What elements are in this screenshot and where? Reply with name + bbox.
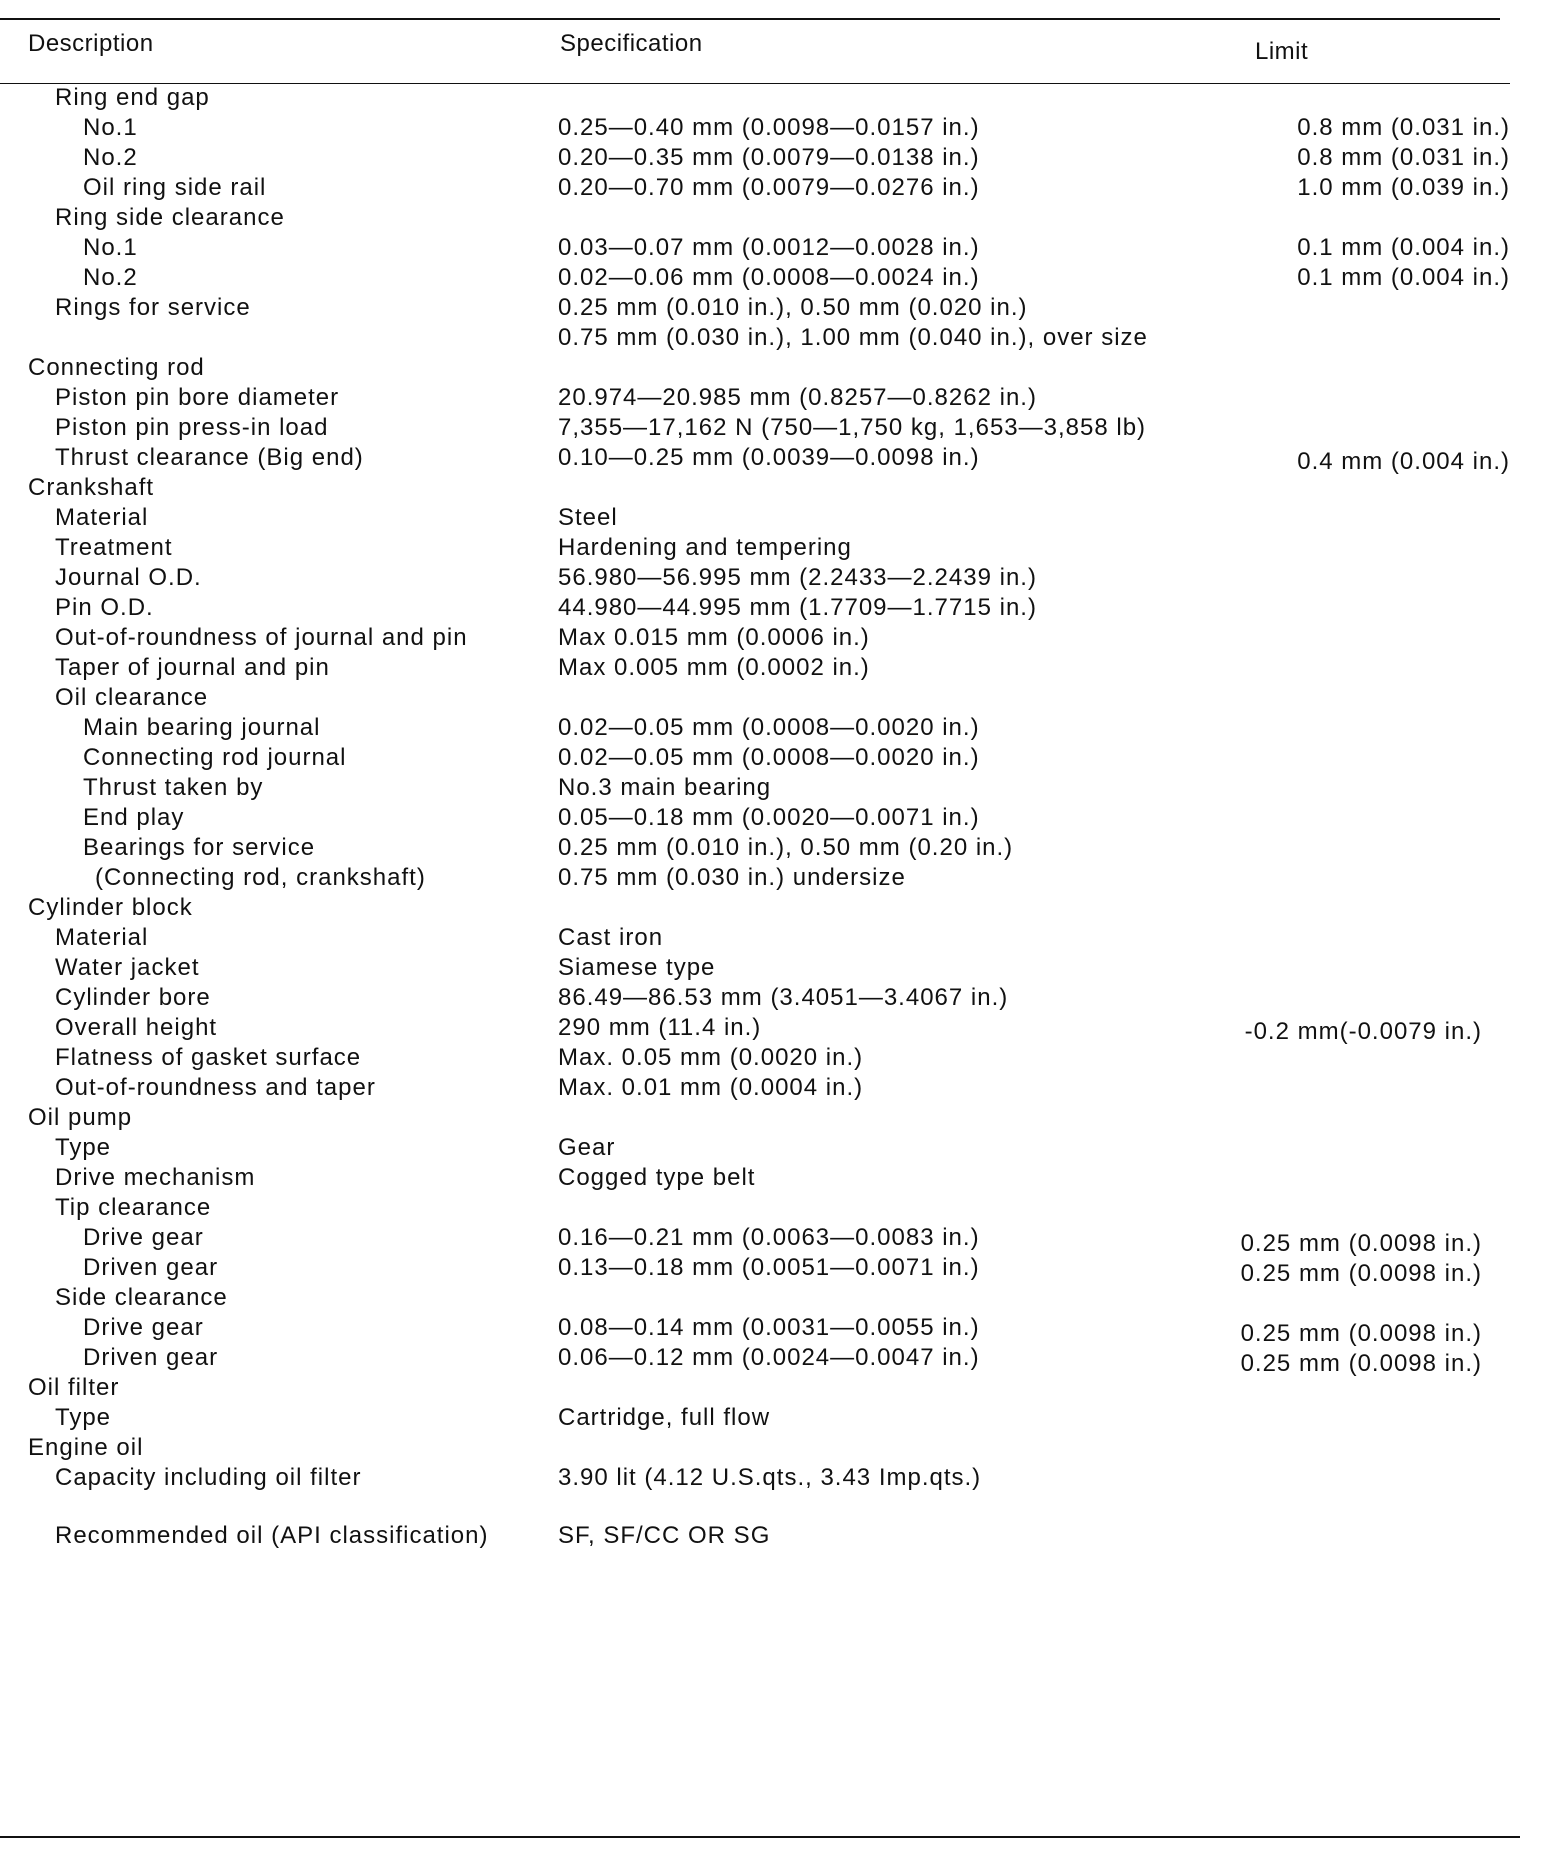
row-description: Ring side clearance: [55, 204, 285, 231]
row-description: Taper of journal and pin: [55, 654, 330, 681]
row-description: Type: [55, 1134, 112, 1161]
row-specification: Cast iron: [558, 924, 664, 951]
row-description: Ring end gap: [55, 84, 210, 111]
row-description: Side clearance: [55, 1284, 228, 1311]
row-specification: 0.16—0.21 mm (0.0063—0.0083 in.): [558, 1224, 980, 1251]
row-description: No.2: [83, 264, 138, 291]
row-specification: SF, SF/CC OR SG: [558, 1522, 771, 1549]
row-limit: -0.2 mm(-0.0079 in.): [1244, 1018, 1482, 1045]
table-row: [0, 1522, 1568, 1558]
row-limit: 0.1 mm (0.004 in.): [1297, 234, 1510, 261]
row-description: End play: [83, 804, 185, 831]
row-limit: 0.25 mm (0.0098 in.): [1240, 1350, 1482, 1377]
row-description: Main bearing journal: [83, 714, 321, 741]
header-limit: Limit: [1255, 38, 1309, 65]
row-specification: 44.980—44.995 mm (1.7709—1.7715 in.): [558, 594, 1037, 621]
row-description: Material: [55, 504, 149, 531]
row-description: Oil ring side rail: [83, 174, 267, 201]
row-description: Capacity including oil filter: [55, 1464, 362, 1491]
row-description: Cylinder bore: [55, 984, 211, 1011]
row-specification: Max. 0.05 mm (0.0020 in.): [558, 1044, 864, 1071]
row-specification: 0.25 mm (0.010 in.), 0.50 mm (0.20 in.): [558, 834, 1014, 861]
row-limit: 0.25 mm (0.0098 in.): [1240, 1320, 1482, 1347]
row-specification: Cartridge, full flow: [558, 1404, 771, 1431]
row-specification: 0.25 mm (0.010 in.), 0.50 mm (0.020 in.): [558, 294, 1028, 321]
row-specification: 86.49—86.53 mm (3.4051—3.4067 in.): [558, 984, 1009, 1011]
row-specification: Siamese type: [558, 954, 716, 981]
row-description: Piston pin press-in load: [55, 414, 329, 441]
row-limit: 0.1 mm (0.004 in.): [1297, 264, 1510, 291]
header-description: Description: [28, 30, 154, 57]
row-specification: Hardening and tempering: [558, 534, 852, 561]
row-description: Out-of-roundness and taper: [55, 1074, 376, 1101]
row-specification: 0.02—0.05 mm (0.0008—0.0020 in.): [558, 744, 980, 771]
row-description: Crankshaft: [28, 474, 155, 501]
row-specification: 0.06—0.12 mm (0.0024—0.0047 in.): [558, 1344, 980, 1371]
row-specification: 0.20—0.70 mm (0.0079—0.0276 in.): [558, 174, 980, 201]
row-specification: 0.20—0.35 mm (0.0079—0.0138 in.): [558, 144, 980, 171]
row-description: Thrust taken by: [83, 774, 264, 801]
row-specification: Max 0.015 mm (0.0006 in.): [558, 624, 870, 651]
row-description: Tip clearance: [55, 1194, 212, 1221]
row-description: Driven gear: [83, 1254, 219, 1281]
row-specification: 0.10—0.25 mm (0.0039—0.0098 in.): [558, 444, 980, 471]
row-specification: 0.13—0.18 mm (0.0051—0.0071 in.): [558, 1254, 980, 1281]
row-limit: 0.8 mm (0.031 in.): [1297, 144, 1510, 171]
row-description: Connecting rod: [28, 354, 205, 381]
row-description: Bearings for service: [83, 834, 316, 861]
table-row: [0, 1464, 1568, 1500]
row-specification: 20.974—20.985 mm (0.8257—0.8262 in.): [558, 384, 1037, 411]
row-specification: No.3 main bearing: [558, 774, 772, 801]
row-description: Oil pump: [28, 1104, 133, 1131]
row-description: Treatment: [55, 534, 173, 561]
row-description: Oil clearance: [55, 684, 209, 711]
row-description: Thrust clearance (Big end): [55, 444, 364, 471]
row-specification: 290 mm (11.4 in.): [558, 1014, 762, 1041]
row-specification: 0.75 mm (0.030 in.) undersize: [558, 864, 906, 891]
row-description: Drive mechanism: [55, 1164, 256, 1191]
row-specification: 0.75 mm (0.030 in.), 1.00 mm (0.040 in.), over size: [558, 324, 1148, 351]
row-limit: 0.8 mm (0.031 in.): [1297, 114, 1510, 141]
row-description: Oil filter: [28, 1374, 120, 1401]
row-specification: 0.02—0.06 mm (0.0008—0.0024 in.): [558, 264, 980, 291]
row-specification: 0.25—0.40 mm (0.0098—0.0157 in.): [558, 114, 980, 141]
row-limit: 1.0 mm (0.039 in.): [1297, 174, 1510, 201]
row-description: No.1: [83, 114, 138, 141]
row-specification: 0.02—0.05 mm (0.0008—0.0020 in.): [558, 714, 980, 741]
row-description: Out-of-roundness of journal and pin: [55, 624, 468, 651]
row-specification: Steel: [558, 504, 618, 531]
row-description: Engine oil: [28, 1434, 144, 1461]
row-description: Flatness of gasket surface: [55, 1044, 362, 1071]
row-specification: Max. 0.01 mm (0.0004 in.): [558, 1074, 864, 1101]
row-description: No.1: [83, 234, 138, 261]
row-specification: Gear: [558, 1134, 616, 1161]
row-limit: 0.25 mm (0.0098 in.): [1240, 1230, 1482, 1257]
row-description: No.2: [83, 144, 138, 171]
row-description: Material: [55, 924, 149, 951]
row-limit: 0.4 mm (0.004 in.): [1297, 448, 1510, 475]
row-description: Overall height: [55, 1014, 218, 1041]
top-rule: [0, 18, 1500, 20]
row-specification: 7,355—17,162 N (750—1,750 kg, 1,653—3,858 lb): [558, 414, 1147, 441]
row-description: Water jacket: [55, 954, 200, 981]
row-description: (Connecting rod, crankshaft): [95, 864, 426, 891]
header-specification: Specification: [560, 30, 703, 57]
row-specification: 0.08—0.14 mm (0.0031—0.0055 in.): [558, 1314, 980, 1341]
row-description: Pin O.D.: [55, 594, 154, 621]
row-specification: 0.03—0.07 mm (0.0012—0.0028 in.): [558, 234, 980, 261]
row-description: Recommended oil (API classification): [55, 1522, 489, 1549]
row-specification: 0.05—0.18 mm (0.0020—0.0071 in.): [558, 804, 980, 831]
row-description: Connecting rod journal: [83, 744, 347, 771]
row-description: Type: [55, 1404, 112, 1431]
row-description: Rings for service: [55, 294, 251, 321]
row-description: Cylinder block: [28, 894, 193, 921]
row-description: Piston pin bore diameter: [55, 384, 340, 411]
bottom-rule: [0, 1836, 1520, 1838]
row-specification: Max 0.005 mm (0.0002 in.): [558, 654, 870, 681]
row-description: Drive gear: [83, 1224, 204, 1251]
row-specification: Cogged type belt: [558, 1164, 756, 1191]
row-specification: 56.980—56.995 mm (2.2433—2.2439 in.): [558, 564, 1037, 591]
row-specification: 3.90 lit (4.12 U.S.qts., 3.43 Imp.qts.): [558, 1464, 982, 1491]
row-description: Driven gear: [83, 1344, 219, 1371]
row-description: Drive gear: [83, 1314, 204, 1341]
row-description: Journal O.D.: [55, 564, 202, 591]
row-limit: 0.25 mm (0.0098 in.): [1240, 1260, 1482, 1287]
